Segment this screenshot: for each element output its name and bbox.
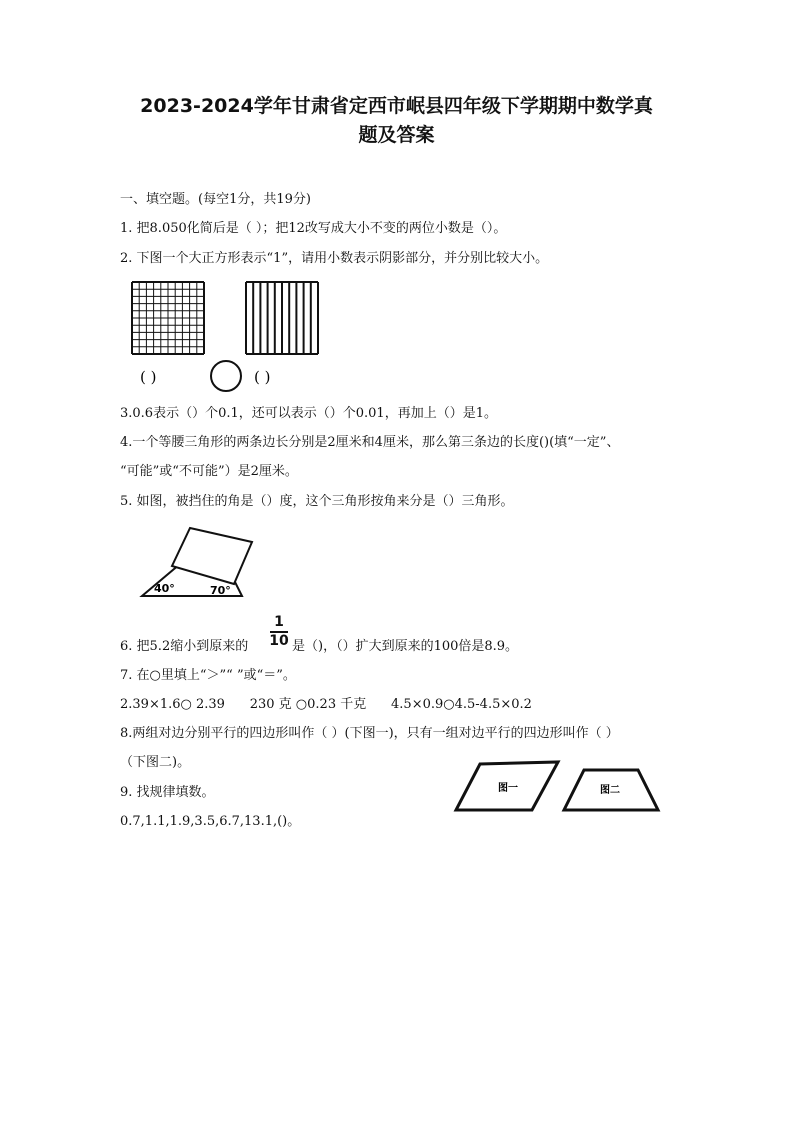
q2-right-paren: ( ) [254,368,271,386]
question-4-line-1: 4.一个等腰三角形的两条边长分别是2厘米和4厘米，那么第三条边的长度()(填“一定”、 [120,435,620,450]
figure-2-label: 图二 [600,785,620,796]
question-4-line-2: “可能”或“不可能”）是2厘米。 [120,464,298,479]
question-7-items: 2.39×1.6○ 2.39 230 克 ○0.23 千克 4.5×0.9○4.5-4.5×0.2 [120,697,532,712]
q2-figure [120,278,350,398]
question-1: 1. 把8.050化简后是（ ）；把12改写成大小不变的两位小数是（）。 [120,221,507,236]
title-line-2: 题及答案 [358,124,435,146]
q5-figure [120,518,260,608]
figure-1-label: 图一 [498,783,518,794]
fraction-numerator: 1 [274,614,284,630]
question-9-sequence: 0.7,1.1,1.9,3.5,6.7,13.1,()。 [120,814,301,829]
document-title [110,92,683,150]
question-8-line-1: 8.两组对边分别平行的四边形叫作（ ）(下图一)，只有一组对边平行的四边形叫作（ ） [120,726,619,741]
q6-text-after: 是（)，（）扩大到原来的100倍是8.9。 [292,639,519,654]
angle-40-label: 40° [154,582,175,595]
title-line-1: 2023-2024学年甘肃省定西市岷县四年级下学期期中数学真 [140,95,653,117]
question-3: 3.0.6表示（）个0.1，还可以表示（）个0.01，再加上（）是1。 [120,406,497,421]
fraction-one-tenth [268,614,290,649]
hundredths-grid [132,282,204,354]
compare-circle [211,361,241,391]
blocking-rectangle [172,528,252,584]
q6-text-before: 6. 把5.2缩小到原来的 [120,639,249,654]
tenths-grid [246,282,318,354]
question-7: 7. 在○里填上“＞”“ ”或“＝”。 [120,668,296,683]
q2-left-paren: ( ) [140,368,157,386]
question-5: 5. 如图，被挡住的角是（）度，这个三角形按角来分是（）三角形。 [120,494,514,509]
question-8-line-2: （下图二)。 [120,755,191,770]
angle-70-label: 70° [210,584,231,597]
question-9: 9. 找规律填数。 [120,785,215,800]
question-6 [120,638,248,656]
question-2: 2. 下图一个大正方形表示“1”，请用小数表示阴影部分，并分别比较大小。 [120,251,549,266]
fraction-denominator: 10 [269,633,289,649]
q8-figure [452,758,664,818]
section-heading: 一、填空题。(每空1分，共19分) [120,192,311,207]
